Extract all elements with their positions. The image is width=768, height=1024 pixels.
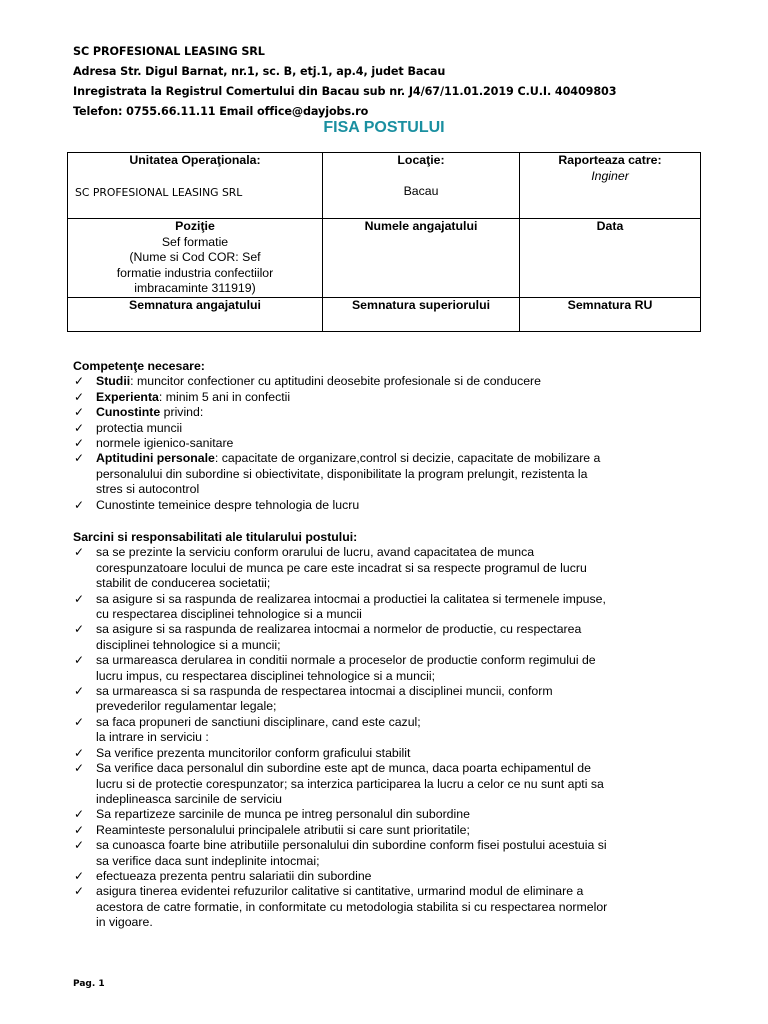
task-text: cu respectarea disciplinei tehnologice si a muncii xyxy=(96,607,362,622)
reports-label: Raporteaza catre: xyxy=(558,153,662,167)
competencies-title: Competenţe necesare: xyxy=(73,359,205,373)
studies-text: : muncitor confectioner cu aptitudini deosebite profesionale si de conducere xyxy=(130,374,541,389)
checkmark-icon: ✓ xyxy=(74,884,85,899)
cor-line-3: imbracaminte 311919) xyxy=(134,281,256,295)
list-item xyxy=(73,869,713,884)
checkmark-icon: ✓ xyxy=(74,389,85,404)
task-text: sa urmareasca si sa raspunda de respectarea intocmai a disciplinei muncii, conform xyxy=(96,684,553,699)
reports-cell xyxy=(520,153,701,219)
list-item xyxy=(73,746,713,761)
date-label: Data xyxy=(596,219,624,233)
task-text: Reaminteste personalului principalele atributii si care sunt prioritatile; xyxy=(96,822,470,837)
tasks-title: Sarcini si responsabilitati ale titularului postului: xyxy=(73,530,358,544)
checkmark-icon: ✓ xyxy=(74,807,85,822)
company-registry: Inregistrata la Registrul Comertului din Bacau sub nr. J4/67/11.01.2019 C.U.I. 40409803 xyxy=(73,85,617,98)
checkmark-icon: ✓ xyxy=(74,745,85,760)
aptitudes-line-1: : capacitate de organizare,control si decizie, capacitate de mobilizare a xyxy=(214,451,601,466)
list-item xyxy=(73,374,713,389)
employee-signature-cell xyxy=(68,297,323,331)
superior-signature-cell xyxy=(323,297,520,331)
task-text: stabilit de conducerea societatii; xyxy=(96,576,271,591)
task-text: efectueaza prezenta pentru salariatii din subordine xyxy=(96,868,372,883)
aptitudes-line-3: stres si autocontrol xyxy=(96,482,200,497)
task-text: acestora de catre formatie, in conformitate cu metodologia stabilita si cu respectarea normelor xyxy=(96,899,608,914)
employee-name-label: Numele angajatului xyxy=(364,219,478,233)
checkmark-icon: ✓ xyxy=(74,714,85,729)
employee-name-cell xyxy=(323,219,520,298)
position-cell xyxy=(68,219,323,298)
tech-knowledge: Cunostinte temeinice despre tehnologia de lucru xyxy=(96,497,360,512)
aptitudes-label: Aptitudini personale xyxy=(96,451,215,466)
checkmark-icon: ✓ xyxy=(74,497,85,512)
checkmark-icon: ✓ xyxy=(74,420,85,435)
aptitudes-line-2: personalului din subordine si obiectivitate, disponibilitate la program prelungit, rezistenta la xyxy=(96,466,588,481)
task-text: corespunzatoare locului de munca pe care este incadrat si sa respecte programul de lucru xyxy=(96,560,587,575)
location-label: Locaţie: xyxy=(397,153,445,167)
competencies-list xyxy=(73,374,713,513)
task-text: sa cunoasca foarte bine atributiile personalului din subordine conform fisei postului acestuia si xyxy=(96,838,607,853)
knowledge-label: Cunostinte xyxy=(96,405,161,420)
superior-signature-label: Semnatura superiorului xyxy=(351,297,491,312)
unit-label: Unitatea Operaţionala: xyxy=(129,153,261,167)
position-value: Sef formatie xyxy=(161,234,229,249)
task-text: sa urmareasca derularea in conditii normale a proceselor de productie conform regimului de xyxy=(96,653,596,668)
company-name: SC PROFESIONAL LEASING SRL xyxy=(73,45,265,58)
knowledge-text: privind: xyxy=(160,405,204,420)
checkmark-icon: ✓ xyxy=(74,436,85,451)
location-value: Bacau xyxy=(403,183,439,198)
item-protection: protectia muncii xyxy=(96,420,183,435)
position-label: Poziţie xyxy=(175,219,215,233)
checkmark-icon: ✓ xyxy=(74,684,85,699)
list-item xyxy=(73,592,713,623)
checkmark-icon: ✓ xyxy=(74,868,85,883)
tasks-list xyxy=(73,545,713,930)
task-text: lucru si de protectie corespunzator; sa interzica participarea la lucru a celor ce nu sunt apti sa xyxy=(96,776,604,791)
list-item xyxy=(73,545,713,591)
cor-line-1: (Nume si Cod COR: Sef xyxy=(129,250,261,264)
hr-signature-cell xyxy=(520,297,701,331)
experience-text: : minim 5 ani in confectii xyxy=(158,389,291,404)
task-text: sa asigure si sa raspunda de realizarea intocmai a normelor de productie, cu respectarea xyxy=(96,622,582,637)
task-text: prevederilor regulamentar legale; xyxy=(96,699,277,714)
page-number: Pag. 1 xyxy=(73,979,105,989)
task-text: asigura tinerea evidentei refuzurilor calitative si cantitative, urmarind modul de eliminare a xyxy=(96,884,584,899)
unit-value: SC PROFESIONAL LEASING SRL xyxy=(75,185,243,199)
list-item xyxy=(73,823,713,838)
list-item xyxy=(73,715,713,746)
reports-value: Inginer xyxy=(591,168,629,183)
task-text: disciplinei tehnologice si a muncii; xyxy=(96,637,281,652)
experience-label: Experienta xyxy=(96,389,159,404)
task-text: sa verifice daca sunt indeplinite intocmai; xyxy=(96,853,320,868)
list-item xyxy=(73,498,713,513)
unit-cell xyxy=(68,153,323,219)
employee-signature-label: Semnatura angajatului xyxy=(129,297,261,312)
list-item xyxy=(73,390,713,405)
list-item xyxy=(73,684,713,715)
task-text: sa asigure si sa raspunda de realizarea intocmai a productiei la calitatea si termenele impuse, xyxy=(96,591,606,606)
list-item xyxy=(73,405,713,420)
task-text: lucru impus, cu respectarea disciplinei tehnologice si a muncii; xyxy=(96,668,436,683)
checkmark-icon: ✓ xyxy=(74,451,85,466)
checkmark-icon: ✓ xyxy=(74,591,85,606)
location-cell xyxy=(323,153,520,219)
document-title: FISA POSTULUI xyxy=(323,119,445,136)
list-item xyxy=(73,807,713,822)
task-text: Sa verifice prezenta muncitorilor conform graficului stabilit xyxy=(96,745,411,760)
hr-signature-label: Semnatura RU xyxy=(567,297,653,312)
checkmark-icon: ✓ xyxy=(74,374,85,389)
list-item xyxy=(73,653,713,684)
list-item xyxy=(73,436,713,451)
task-text: in vigoare. xyxy=(96,915,153,930)
checkmark-icon: ✓ xyxy=(74,405,85,420)
checkmark-icon: ✓ xyxy=(74,822,85,837)
tasks-section xyxy=(73,530,713,931)
task-text: sa faca propuneri de sanctiuni disciplinare, cand este cazul; xyxy=(96,714,421,729)
list-item xyxy=(73,451,713,497)
company-address: Adresa Str. Digul Barnat, nr.1, sc. B, etj.1, ap.4, judet Bacau xyxy=(73,65,446,78)
company-header xyxy=(73,42,616,122)
list-item xyxy=(73,761,713,807)
list-item xyxy=(73,622,713,653)
checkmark-icon: ✓ xyxy=(74,622,85,637)
task-text: sa se prezinte la serviciu conform orarului de lucru, avand capacitatea de munca xyxy=(96,545,535,560)
list-item xyxy=(73,421,713,436)
checkmark-icon: ✓ xyxy=(74,545,85,560)
task-text: indeplineasca sarcinile de serviciu xyxy=(96,791,282,806)
task-text: Sa repartizeze sarcinile de munca pe intreg personalul din subordine xyxy=(96,807,470,822)
list-item xyxy=(73,884,713,930)
checkmark-icon: ✓ xyxy=(74,761,85,776)
cor-line-2: formatie industria confectiilor xyxy=(116,265,274,280)
job-info-table xyxy=(67,152,701,332)
date-cell xyxy=(520,219,701,298)
list-item xyxy=(73,838,713,869)
task-text: Sa verifice daca personalul din subordine este apt de munca, daca poarta echipamentul de xyxy=(96,761,591,776)
company-contact: Telefon: 0755.66.11.11 Email office@dayjobs.ro xyxy=(73,105,369,118)
checkmark-icon: ✓ xyxy=(74,838,85,853)
checkmark-icon: ✓ xyxy=(74,653,85,668)
task-text: la intrare in serviciu : xyxy=(96,730,209,745)
studies-label: Studii xyxy=(96,374,131,389)
competencies-section xyxy=(73,359,713,513)
item-hygiene: normele igienico-sanitare xyxy=(96,436,234,451)
